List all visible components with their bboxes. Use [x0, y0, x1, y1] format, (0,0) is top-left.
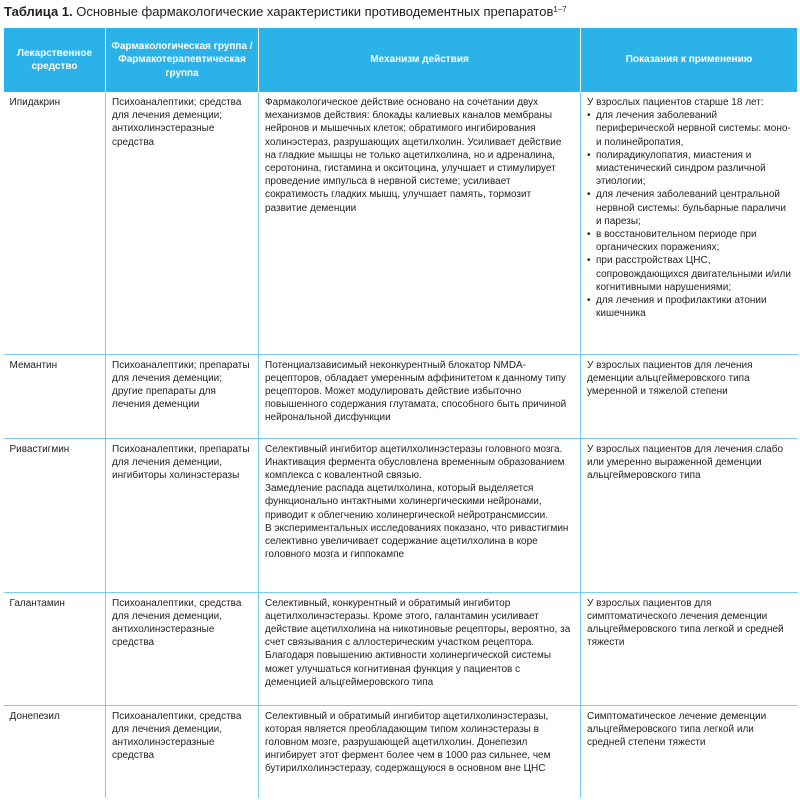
drug-mechanism: Селективный и обратимый ингибитор ацетилхолинэстеразы, которая является преобладающим типом холинэстеразы в головном мозге, разрушающей ацетилхолин. Донепезил ингибирует этот фермент более чем в 1000 раз сильнее, чем бутирилхолинэстеразу, содержащуюся в основном вне ЦНС	[259, 705, 581, 798]
indications-list	[587, 109, 792, 320]
drug-indications	[581, 92, 798, 354]
indication-item: • в восстановительном периоде при органических поражениях;	[587, 228, 792, 254]
table-row	[4, 354, 798, 438]
drug-mechanism: Потенциалзависимый неконкурентный блокатор NMDA-рецепторов, обладает умеренным аффинитетом к данному типу рецепторов. Может модулировать действие избыточно повышенного содержания глутамата, способного быть причиной нейрональной дисфункции	[259, 354, 581, 438]
drug-indications: Симптоматическое лечение деменции альцгеймеровского типа легкой или средней степени тяжести	[581, 705, 798, 798]
header-row	[4, 28, 798, 92]
drug-group: Психоаналептики; средства для лечения деменции; антихолинэстеразные средства	[106, 92, 259, 354]
table-row	[4, 592, 798, 705]
drug-group: Психоаналептики; препараты для лечения деменции; другие препараты для лечения деменции	[106, 354, 259, 438]
indication-item: • при расстройствах ЦНС, сопровождающихся двигательными и/или когнитивными нарушениями;	[587, 254, 792, 294]
indication-item: • для лечения заболеваний периферической нервной системы: моно- и полинейропатия,	[587, 109, 792, 149]
drug-name: Ривастигмин	[4, 438, 106, 592]
caption-text: Основные фармакологические характеристики противодементных препаратов	[76, 4, 554, 19]
drug-name: Ипидакрин	[4, 92, 106, 354]
indications-intro: У взрослых пациентов старше 18 лет:	[587, 97, 764, 108]
drug-group: Психоаналептики, средства для лечения деменции, антихолинэстеразные средства	[106, 705, 259, 798]
drug-group: Психоаналептики, препараты для лечения деменции, ингибиторы холинэстеразы	[106, 438, 259, 592]
caption-label: Таблица 1.	[4, 4, 73, 19]
indication-item: • для лечения и профилактики атонии кишечника	[587, 294, 792, 320]
header-drug: Лекарственное средство	[4, 28, 106, 92]
header-indications: Показания к применению	[581, 28, 798, 92]
table-row	[4, 705, 798, 798]
drug-table	[3, 28, 798, 798]
drug-name: Донепезил	[9, 710, 60, 722]
mechanism-paragraph: В экспериментальных исследованиях показано, что ривастигмин селективно увеличивает содержание ацетилхолина в коре головного мозга и гиппокампе	[265, 522, 569, 561]
header-group: Фармакологическая группа / Фармакотерапевтическая группа	[106, 28, 259, 92]
drug-mechanism: Фармакологическое действие основано на сочетании двух механизмов действия: блокады калиевых каналов мембраны нейронов и мышечных клеток; обратимого ингибирования холинэстераз, разрушающих ацетилхолин. Усиливает действие на гладкие мышцы не только ацетилхолина, но и адреналина, серотонина, гистамина и окситоцина, улучшает и стимулирует проведение импульса в нервной системе; усиливает сократимость гладких мышц, улучшает память, тормозит развитие деменции	[259, 92, 581, 354]
drug-name: Мемантин	[4, 354, 106, 438]
caption-refs: 1–7	[553, 5, 567, 14]
drug-indications: У взрослых пациентов для симптоматического лечения деменции альцгеймеровского типа легкой и средней тяжести	[581, 592, 798, 705]
drug-mechanism	[259, 438, 581, 592]
mechanism-paragraph: Замедление распада ацетилхолина, который выделяется функционально интактными холинергическими нейронами, приводит к облегчению холинергической нейротрансмиссии.	[265, 483, 549, 521]
indication-item: • полирадикулопатия, миастения и миастенический синдром различной этиологии;	[587, 149, 792, 189]
table-row	[4, 92, 798, 354]
mechanism-paragraph: Селективный ингибитор ацетилхолинэстеразы головного мозга. Инактивация фермента обусловлена временным образованием комплекса с ковалентной связью.	[265, 443, 565, 481]
indication-item: • для лечения заболеваний центральной нервной системы: бульбарные параличи и парезы;	[587, 188, 792, 228]
table-row	[4, 438, 798, 592]
table-caption	[4, 4, 567, 20]
drug-mechanism: Селективный, конкурентный и обратимый ингибитор ацетилхолинэстеразы. Кроме этого, галантамин усиливает действие ацетилхолина на никотиновые рецепторы, вероятно, за счет связывания с аллостерическим участком рецептора. Благодаря повышению активности холинергической системы может улучшаться когнитивная функция у пациентов с деменцией альцгеймеровского типа	[259, 592, 581, 705]
drug-group: Психоаналептики, средства для лечения деменции, антихолинэстеразные средства	[106, 592, 259, 705]
drug-name: Галантамин	[4, 592, 106, 705]
header-mechanism: Механизм действия	[259, 28, 581, 92]
drug-indications: У взрослых пациентов для лечения деменции альцгеймеровского типа умеренной и тяжелой степени	[581, 354, 798, 438]
drug-indications: У взрослых пациентов для лечения слабо или умеренно выраженной деменции альцгеймеровского типа	[581, 438, 798, 592]
